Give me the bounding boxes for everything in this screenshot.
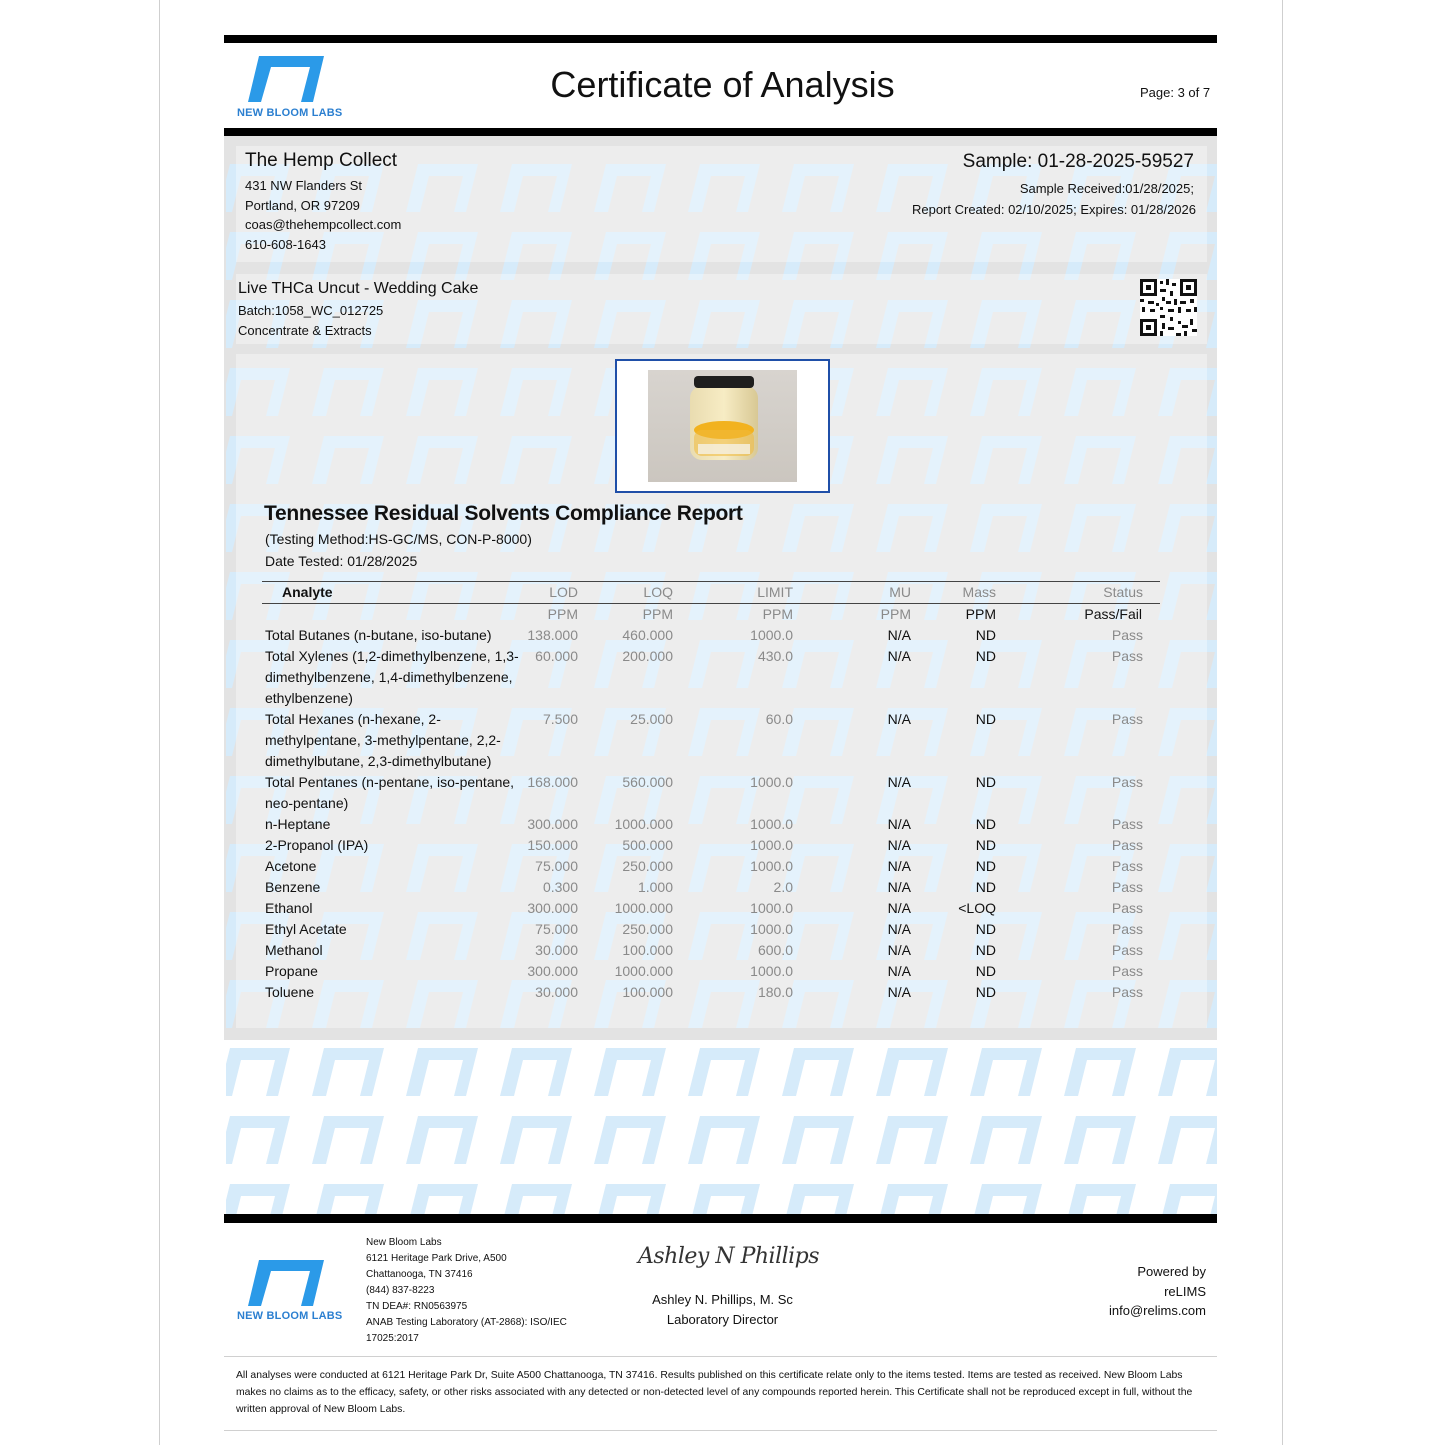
cell-limit: 600.0 — [757, 942, 793, 958]
cell-loq: 100.000 — [622, 984, 673, 1000]
footer-logo-text: NEW BLOOM LABS — [237, 1310, 343, 1322]
cell-loq: 1000.000 — [614, 963, 673, 979]
cell-mass: ND — [975, 921, 996, 937]
cell-lod: 168.000 — [527, 774, 578, 790]
client-email: coas@thehempcollect.com — [245, 217, 402, 232]
table-row — [262, 982, 1160, 1003]
client-address-line1: 431 NW Flanders St — [245, 178, 363, 193]
cell-mass: ND — [975, 711, 996, 727]
col-status-header: Status — [996, 582, 1160, 604]
cell-analyte: Total Butanes (n-butane, iso-butane) — [265, 627, 492, 643]
table-row — [262, 940, 1160, 961]
cell-loq: 250.000 — [622, 858, 673, 874]
signer-name: Ashley N. Phillips, M. Sc — [652, 1292, 793, 1307]
cell-analyte: Benzene — [265, 879, 321, 895]
col-limit-header: LIMIT — [673, 582, 793, 604]
cell-analyte: Propane — [265, 963, 318, 979]
cell-limit: 1000.0 — [750, 921, 793, 937]
table-row — [262, 646, 1160, 709]
report-dates: Report Created: 02/10/2025; Expires: 01/28/2026 — [911, 202, 1196, 217]
cell-loq: 200.000 — [622, 648, 673, 664]
cell-loq: 1000.000 — [614, 816, 673, 832]
footer-top-rule — [224, 1214, 1217, 1223]
unit-loq: PPM — [642, 606, 673, 622]
cell-loq: 460.000 — [622, 627, 673, 643]
report-method: (Testing Method:HS-GC/MS, CON-P-8000) — [265, 531, 532, 547]
client-address — [245, 176, 401, 254]
results-table — [262, 581, 1160, 1003]
cell-status: Pass — [1111, 837, 1143, 853]
cell-limit: 1000.0 — [750, 774, 793, 790]
cell-status: Pass — [1111, 627, 1143, 643]
cell-limit: 430.0 — [757, 648, 793, 664]
unit-limit: PPM — [762, 606, 793, 622]
cell-mass: ND — [975, 648, 996, 664]
table-header-row — [262, 582, 1160, 604]
cell-status: Pass — [1111, 900, 1143, 916]
cell-analyte: Total Xylenes (1,2-dimethylbenzene, 1,3-dimethylbenzene, 1,4-dimethylbenzene, ethylbenzene) — [265, 648, 519, 706]
cell-mu: N/A — [887, 963, 911, 979]
cell-limit: 1000.0 — [750, 837, 793, 853]
cell-loq: 250.000 — [622, 921, 673, 937]
col-mu-header: MU — [793, 582, 911, 604]
table-row — [262, 814, 1160, 835]
cell-lod: 75.000 — [535, 858, 578, 874]
lab-name: New Bloom Labs — [366, 1237, 442, 1248]
cell-mass: ND — [975, 837, 996, 853]
cell-loq: 1.000 — [637, 879, 673, 895]
cell-status: Pass — [1111, 816, 1143, 832]
cell-status: Pass — [1111, 921, 1143, 937]
cell-mass: <LOQ — [958, 900, 996, 916]
powered-by-label: Powered by — [1137, 1264, 1206, 1279]
cell-mass: ND — [975, 774, 996, 790]
product-category: Concentrate & Extracts — [238, 323, 372, 338]
page-title: Certificate of Analysis — [550, 64, 895, 105]
cell-mu: N/A — [887, 711, 911, 727]
cell-analyte: Ethyl Acetate — [265, 921, 347, 937]
cell-mu: N/A — [887, 774, 911, 790]
col-mass-header: Mass — [911, 582, 996, 604]
cell-mu: N/A — [887, 627, 911, 643]
cell-analyte: Total Pentanes (n-pentane, iso-pentane, neo-pentane) — [265, 774, 515, 811]
cell-mass: ND — [975, 816, 996, 832]
cell-status: Pass — [1111, 963, 1143, 979]
cell-mass: ND — [975, 858, 996, 874]
product-name: Live THCa Uncut - Wedding Cake — [238, 280, 479, 297]
page-edge-left — [159, 0, 160, 1445]
cell-limit: 2.0 — [773, 879, 793, 895]
cell-mu: N/A — [887, 879, 911, 895]
cell-limit: 1000.0 — [750, 858, 793, 874]
header-logo-text: NEW BLOOM LABS — [237, 107, 343, 119]
cell-lod: 75.000 — [535, 921, 578, 937]
cell-limit: 1000.0 — [750, 963, 793, 979]
cell-mass: ND — [975, 879, 996, 895]
cell-lod: 138.000 — [527, 627, 578, 643]
lab-dea: TN DEA#: RN0563975 — [366, 1301, 468, 1312]
qr-code-icon[interactable] — [1140, 279, 1197, 341]
cell-lod: 300.000 — [527, 963, 578, 979]
table-row — [262, 625, 1160, 646]
footer-logo — [246, 1260, 326, 1313]
product-batch: Batch:1058_WC_012725 — [238, 303, 384, 318]
cell-limit: 60.0 — [765, 711, 793, 727]
cell-mu: N/A — [887, 984, 911, 1000]
cell-status: Pass — [1111, 942, 1143, 958]
cell-lod: 150.000 — [527, 837, 578, 853]
sample-received: Sample Received:01/28/2025; — [1019, 181, 1194, 196]
table-row — [262, 772, 1160, 814]
cell-mass: ND — [975, 627, 996, 643]
page-number: Page: 3 of 7 — [1140, 85, 1211, 100]
table-row — [262, 877, 1160, 898]
table-row — [262, 898, 1160, 919]
table-row — [262, 961, 1160, 982]
table-row — [262, 919, 1160, 940]
header-bottom-rule — [224, 128, 1217, 136]
footer-bottom-divider — [224, 1430, 1217, 1431]
cell-loq: 100.000 — [622, 942, 673, 958]
cell-loq: 1000.000 — [614, 900, 673, 916]
cell-mass: ND — [975, 963, 996, 979]
report-date-tested: Date Tested: 01/28/2025 — [265, 553, 418, 569]
powered-by-block — [1040, 1262, 1206, 1321]
disclaimer-text: All analyses were conducted at 6121 Heritage Park Dr, Suite A500 Chattanooga, TN 37416. Results published on this certificate relate only to the items tested. Items are tested as received. New Bloom Labs makes no claims as to the efficacy, safety, or other risks associated with any detected or non-detected level of any compounds reported herein. This Certificate shall not be reproduced except in full, without the written approval of New Bloom Labs. — [236, 1370, 1193, 1415]
page-edge-right — [1282, 0, 1283, 1445]
footer-logo-mark-icon — [246, 1260, 326, 1308]
unit-mu: PPM — [880, 606, 911, 622]
cell-status: Pass — [1111, 648, 1143, 664]
cell-status: Pass — [1111, 879, 1143, 895]
cell-lod: 60.000 — [535, 648, 578, 664]
table-row — [262, 835, 1160, 856]
cell-lod: 7.500 — [542, 711, 578, 727]
unit-status: Pass/Fail — [1084, 606, 1142, 622]
signer-title: Laboratory Director — [666, 1312, 779, 1327]
footer-divider — [224, 1356, 1217, 1357]
table-row — [262, 856, 1160, 877]
cell-loq: 25.000 — [630, 711, 673, 727]
table-units-row — [262, 604, 1160, 626]
product-photo — [648, 370, 797, 482]
cell-mu: N/A — [887, 858, 911, 874]
cell-mu: N/A — [887, 921, 911, 937]
lab-address-block — [366, 1235, 596, 1347]
cell-analyte: Total Hexanes (n-hexane, 2-methylpentane, 3-methylpentane, 2,2-dimethylbutane, 2,3-dimethylbutane) — [265, 711, 501, 769]
report-title: Tennessee Residual Solvents Compliance Report — [264, 502, 743, 525]
sample-id: Sample: 01-28-2025-59527 — [962, 151, 1194, 172]
powered-by-name: reLIMS — [1164, 1283, 1206, 1299]
powered-by-email[interactable]: info@relims.com — [1109, 1303, 1206, 1318]
cell-status: Pass — [1111, 774, 1143, 790]
cell-analyte: Methanol — [265, 942, 323, 958]
unit-lod: PPM — [547, 606, 578, 622]
col-analyte-header: Analyte — [262, 582, 525, 604]
client-name: The Hemp Collect — [245, 150, 398, 171]
cell-mass: ND — [975, 942, 996, 958]
header-top-rule — [224, 35, 1217, 43]
cell-limit: 180.0 — [757, 984, 793, 1000]
cell-lod: 30.000 — [535, 942, 578, 958]
cell-status: Pass — [1111, 984, 1143, 1000]
col-lod-header: LOD — [525, 582, 578, 604]
table-row — [262, 709, 1160, 772]
cell-mu: N/A — [887, 816, 911, 832]
unit-analyte — [262, 604, 525, 626]
cell-loq: 500.000 — [622, 837, 673, 853]
cell-loq: 560.000 — [622, 774, 673, 790]
lab-address-line1: 6121 Heritage Park Drive, A500 — [366, 1253, 507, 1264]
product-photo-frame — [615, 359, 830, 493]
cell-mu: N/A — [887, 837, 911, 853]
cell-mu: N/A — [887, 942, 911, 958]
cell-lod: 30.000 — [535, 984, 578, 1000]
cell-lod: 300.000 — [527, 816, 578, 832]
client-address-line2: Portland, OR 97209 — [245, 197, 360, 213]
cell-analyte: n-Heptane — [265, 816, 331, 832]
unit-mass: PPM — [965, 606, 996, 622]
cell-analyte: Acetone — [265, 858, 317, 874]
signature: Ashley N Phillips — [638, 1244, 820, 1269]
cell-limit: 1000.0 — [750, 900, 793, 916]
cell-limit: 1000.0 — [750, 816, 793, 832]
lab-anab: ANAB Testing Laboratory (AT-2868): ISO/IEC 17025:2017 — [366, 1317, 567, 1344]
cell-analyte: Ethanol — [265, 900, 313, 916]
col-loq-header: LOQ — [578, 582, 673, 604]
cell-mass: ND — [975, 984, 996, 1000]
lab-address-line2: Chattanooga, TN 37416 — [366, 1269, 473, 1280]
lab-phone: (844) 837-8223 — [366, 1285, 435, 1296]
cell-status: Pass — [1111, 711, 1143, 727]
cell-analyte: Toluene — [265, 984, 315, 1000]
cell-mu: N/A — [887, 900, 911, 916]
cell-lod: 0.300 — [542, 879, 578, 895]
cell-analyte: 2-Propanol (IPA) — [265, 837, 369, 853]
cell-mu: N/A — [887, 648, 911, 664]
cell-lod: 300.000 — [527, 900, 578, 916]
cell-status: Pass — [1111, 858, 1143, 874]
cell-limit: 1000.0 — [750, 627, 793, 643]
client-phone: 610-608-1643 — [245, 236, 326, 252]
